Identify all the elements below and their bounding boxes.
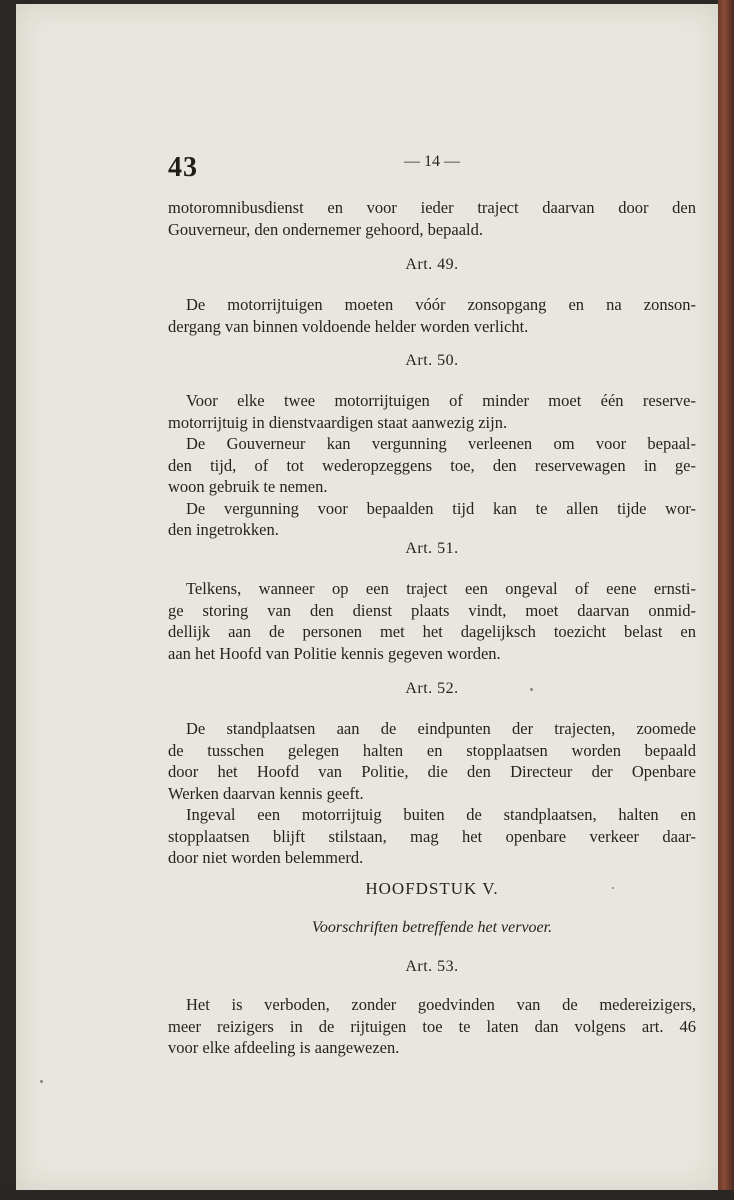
article-body-50 (168, 390, 696, 541)
text-line: voor elke afdeeling is aangewezen. (168, 1038, 400, 1057)
text-line: De standplaatsen aan de eindpunten der trajecten, zoomede (186, 719, 696, 738)
chapter-subtitle: Voorschriften betreffende het vervoer. (311, 919, 553, 936)
article-heading-53: Art. 53. (405, 958, 459, 975)
text-line: de tusschen gelegen halten en stopplaatsen worden bepaald (168, 740, 696, 760)
text-line: motorrijtuig in dienstvaardigen staat aanwezig zijn. (168, 412, 508, 432)
scan-border (0, 1190, 734, 1200)
text-line: aan het Hoofd van Politie kennis gegeven worden. (168, 643, 501, 663)
book-edge (718, 0, 734, 1200)
text-line: Telkens, wanneer op een traject een ongeval of eene ernsti- (186, 579, 696, 598)
article-body-51 (168, 578, 696, 664)
article-body-53 (168, 994, 696, 1059)
text-line: motoromnibusdienst en voor ieder traject daarvan door den (168, 198, 696, 217)
text-line: dergang van binnen voldoende helder worden verlicht. (168, 316, 529, 336)
text-line: ge storing van den dienst plaats vindt, moet daarvan onmid- (168, 600, 696, 620)
text-line: De motorrijtuigen moeten vóór zonsopgang en na zonson- (186, 295, 696, 314)
article-body-52 (168, 718, 696, 869)
text-line: den tijd, of tot wederopzeggens toe, den reservewagen in ge- (168, 455, 696, 475)
text-line: Voor elke twee motorrijtuigen of minder moet één reserve- (186, 391, 696, 410)
text-line: woon gebruik te nemen. (168, 477, 328, 496)
text-line: Het is verboden, zonder goedvinden van de medereizigers, (186, 995, 696, 1014)
text-line: De Gouverneur kan vergunning verleenen om voor bepaal- (186, 434, 696, 453)
chapter-title: HOOFDSTUK V. (365, 879, 499, 898)
text-line: stopplaatsen blijft stilstaan, mag het openbare verkeer daar- (168, 826, 696, 846)
continuation-paragraph (168, 197, 696, 240)
text-line: Ingeval een motorrijtuig buiten de standplaatsen, halten en (186, 805, 696, 824)
article-heading-49: Art. 49. (405, 256, 459, 273)
text-line: Werken daarvan kennis geeft. (168, 783, 364, 803)
text-line: De vergunning voor bepaalden tijd kan te allen tijde wor- (186, 498, 696, 518)
article-heading-52: Art. 52. (405, 680, 459, 697)
text-line: door niet worden belemmerd. (168, 848, 364, 867)
paper-speck (530, 688, 533, 691)
text-line: dellijk aan de personen met het dagelijksch toezicht belast en (168, 622, 696, 641)
article-heading-51: Art. 51. (405, 540, 459, 557)
text-line: Gouverneur, den ondernemer gehoord, bepaald. (168, 219, 484, 239)
article-heading-50: Art. 50. (405, 352, 459, 369)
page-number: — 14 — (404, 153, 460, 170)
paper-speck (612, 887, 614, 889)
text-line: den ingetrokken. (168, 520, 279, 539)
text-line: meer reizigers in de rijtuigen toe te laten dan volgens art. 46 (168, 1016, 696, 1036)
article-body-49 (168, 294, 696, 337)
signature-mark: 43 (168, 152, 198, 183)
text-line: door het Hoofd van Politie, die den Directeur der Openbare (168, 762, 696, 781)
paper-speck (40, 1080, 43, 1083)
